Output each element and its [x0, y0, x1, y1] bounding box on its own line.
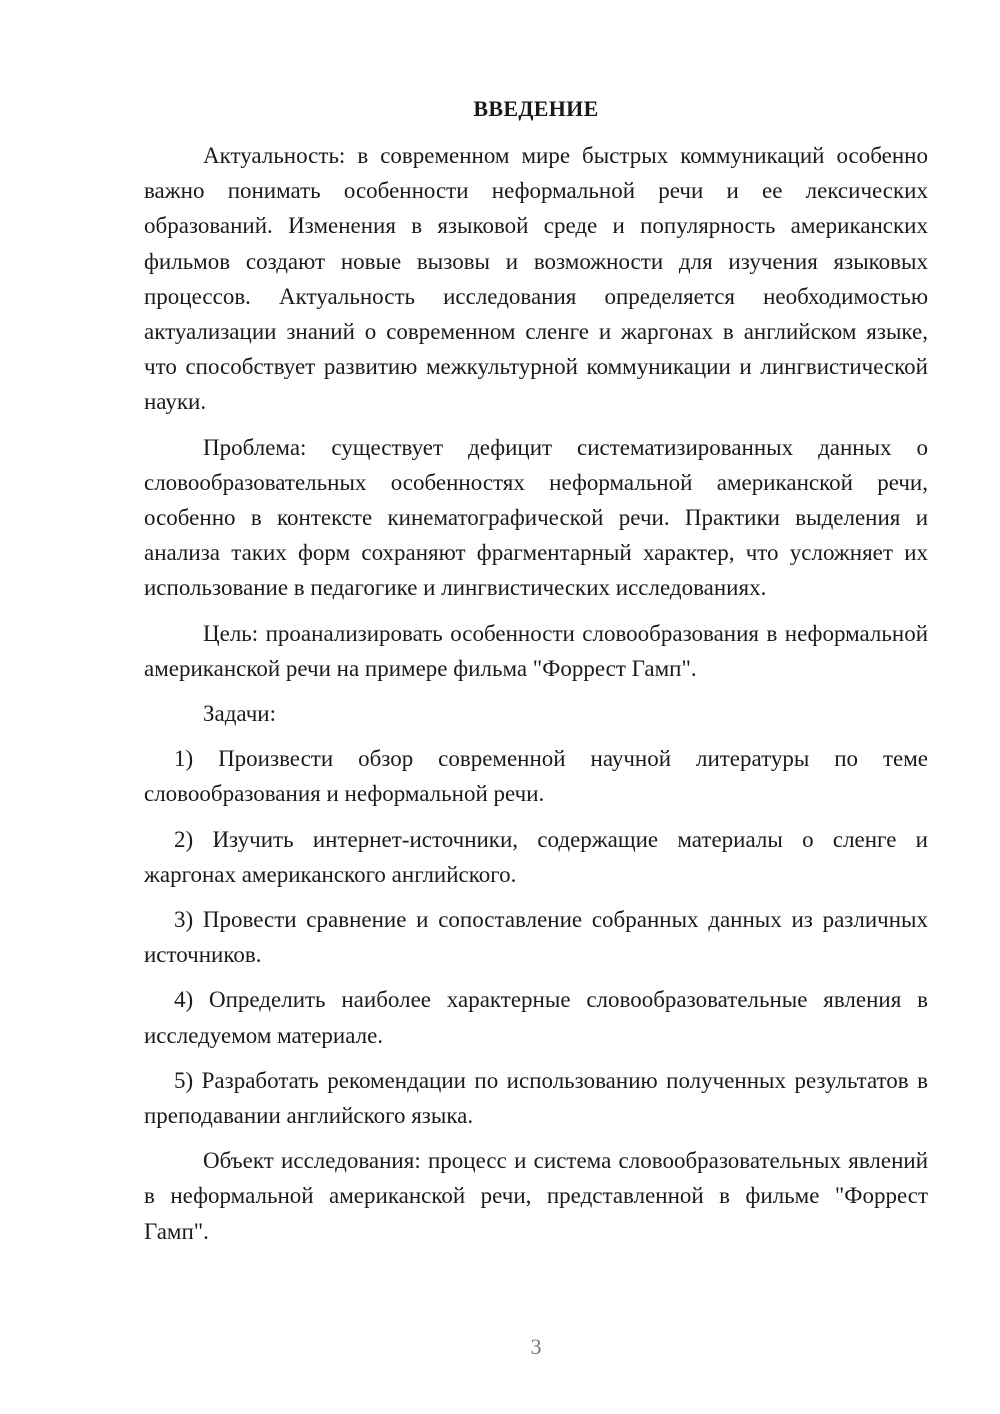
tasks-label: Задачи:	[203, 701, 276, 727]
task-item-1: 1) Произвести обзор современной научной литературы по теме словообразования и неформальной речи.	[144, 746, 928, 807]
page-content	[144, 94, 928, 1259]
task-item-3: 3) Провести сравнение и сопоставление собранных данных из различных источников.	[144, 907, 928, 968]
section-heading: ВВЕДЕНИЕ	[473, 96, 599, 121]
relevance-paragraph: Актуальность: в современном мире быстрых коммуникаций особенно важно понимать особенности неформальной речи и ее лексических образований. Изменения в языковой среде и популярность американских фильмов создают новые вызовы и возможности для изучения языковых процессов. Актуальность исследования определяется необходимостью актуализации знаний о современном сленге и жаргонах в английском языке, что способствует развитию межкультурной коммуникации и лингвистической науки.	[144, 143, 928, 415]
page-number: 3	[530, 1334, 542, 1359]
task-item-4: 4) Определить наиболее характерные словообразовательные явления в исследуемом материале.	[144, 987, 928, 1048]
goal-paragraph: Цель: проанализировать особенности словообразования в неформальной американской речи на примере фильма "Форрест Гамп".	[144, 620, 928, 681]
task-item-2: 2) Изучить интернет-источники, содержащие материалы о сленге и жаргонах американского английского.	[144, 826, 928, 887]
task-item-5: 5) Разработать рекомендации по использованию полученных результатов в преподавании английского языка.	[144, 1067, 928, 1129]
object-paragraph: Объект исследования: процесс и система словообразовательных явлений в неформальной американской речи, представленной в фильме "Форрест Гамп".	[144, 1148, 928, 1244]
problem-paragraph: Проблема: существует дефицит систематизированных данных о словообразовательных особенностях неформальной американской речи, особенно в контексте кинематографической речи. Практики выделения и анализа таких форм сохраняют фрагментарный характер, что усложняет их использование в педагогике и лингвистических исследованиях.	[144, 434, 928, 601]
